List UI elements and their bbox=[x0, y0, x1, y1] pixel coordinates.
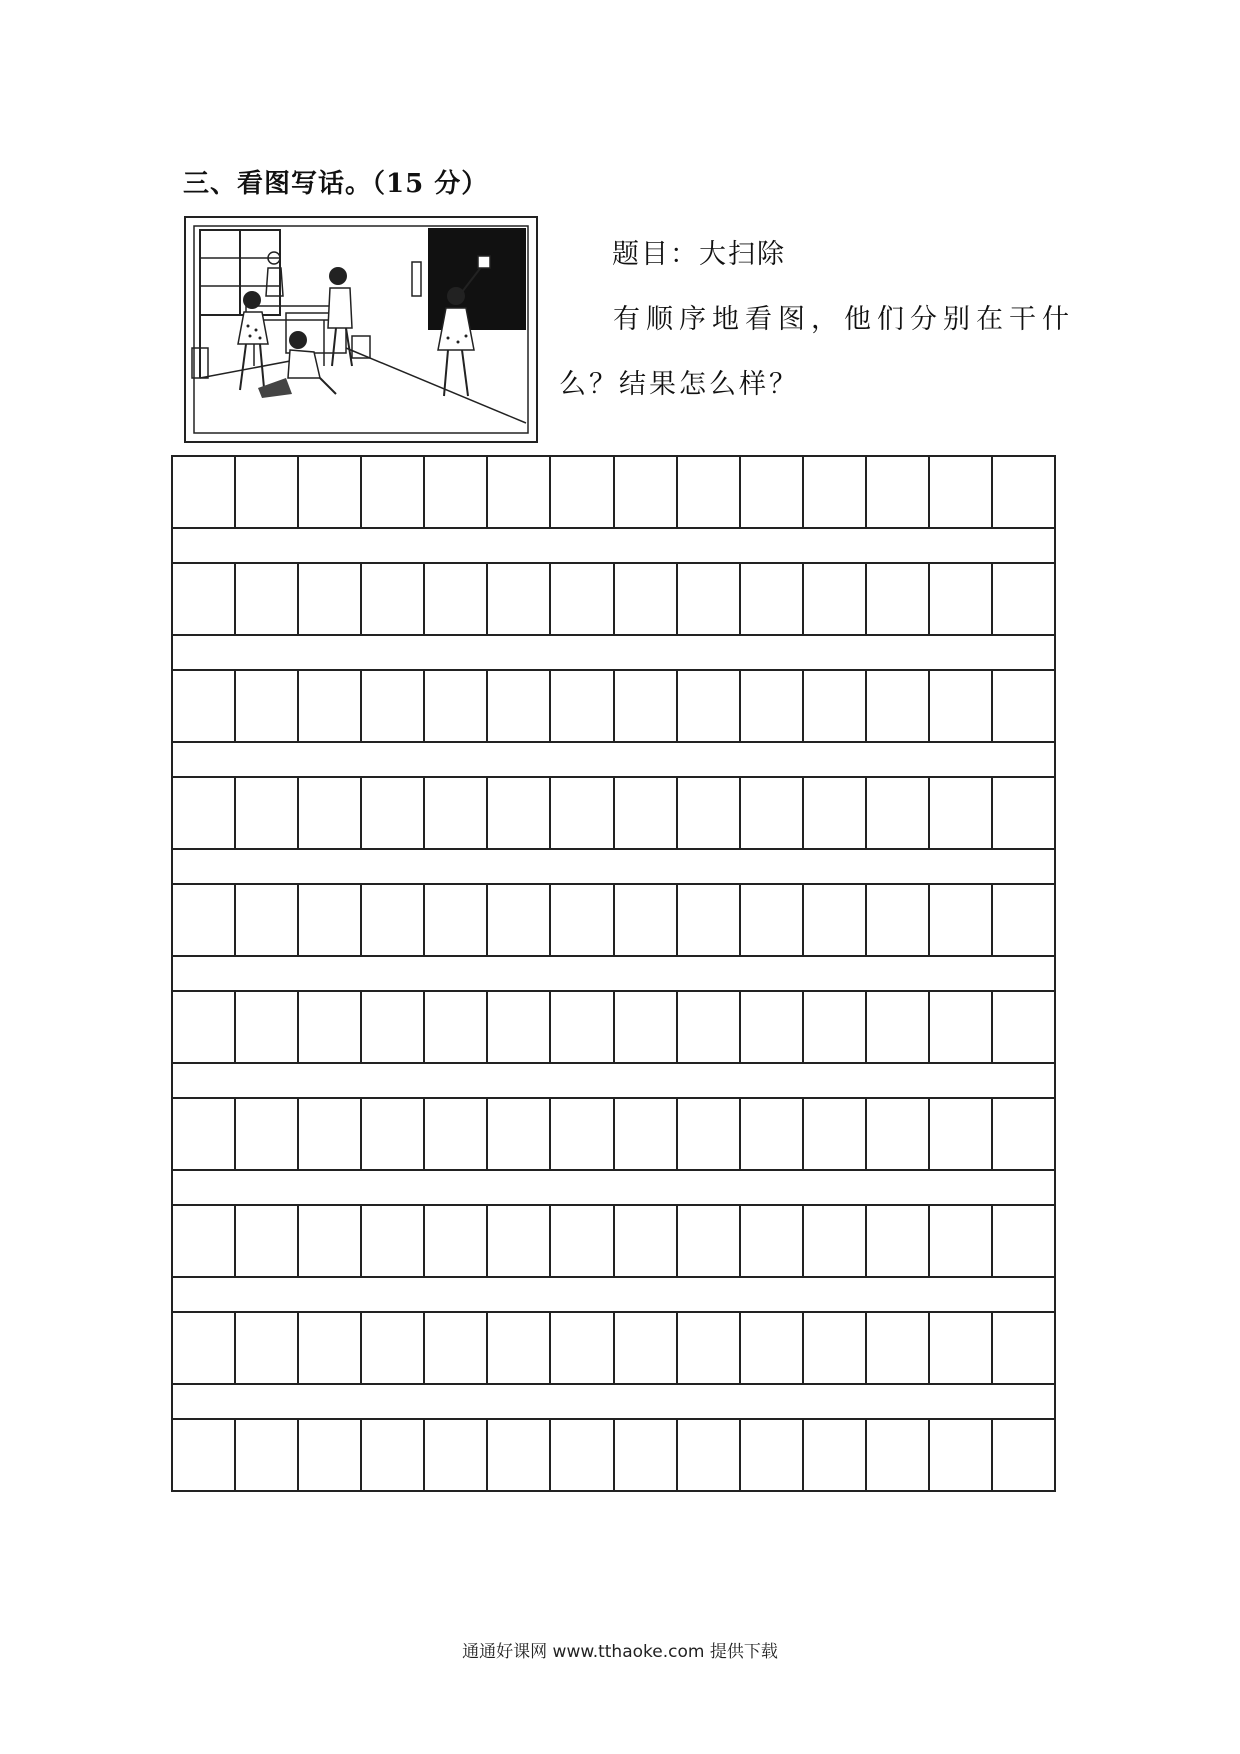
writing-square[interactable] bbox=[551, 457, 614, 527]
footer-credit: 通通好课网 www.tthaoke.com 提供下载 bbox=[462, 1642, 778, 1662]
writing-square[interactable] bbox=[678, 778, 741, 848]
writing-square[interactable] bbox=[362, 1099, 425, 1169]
writing-square[interactable] bbox=[425, 992, 488, 1062]
writing-square[interactable] bbox=[867, 1099, 930, 1169]
writing-square[interactable] bbox=[425, 1099, 488, 1169]
writing-square[interactable] bbox=[551, 778, 614, 848]
writing-square[interactable] bbox=[425, 457, 488, 527]
writing-square[interactable] bbox=[551, 564, 614, 634]
writing-square[interactable] bbox=[173, 1099, 236, 1169]
classroom-cleaning-illustration bbox=[184, 216, 538, 443]
row-spacer bbox=[171, 1064, 1056, 1097]
writing-square[interactable] bbox=[867, 992, 930, 1062]
row-spacer bbox=[171, 636, 1056, 669]
writing-square[interactable] bbox=[362, 992, 425, 1062]
writing-square[interactable] bbox=[930, 992, 993, 1062]
row-spacer bbox=[171, 957, 1056, 990]
writing-square[interactable] bbox=[804, 992, 867, 1062]
writing-square[interactable] bbox=[488, 564, 551, 634]
writing-square[interactable] bbox=[488, 1099, 551, 1169]
writing-square[interactable] bbox=[362, 1420, 425, 1490]
writing-square[interactable] bbox=[425, 885, 488, 955]
writing-square[interactable] bbox=[173, 778, 236, 848]
prompt-instruction-line-2: 么？结果怎么样？ bbox=[559, 369, 799, 400]
writing-square[interactable] bbox=[615, 457, 678, 527]
writing-square[interactable] bbox=[867, 457, 930, 527]
essay-title: 题目：大扫除 bbox=[612, 239, 786, 270]
writing-square[interactable] bbox=[362, 564, 425, 634]
writing-square[interactable] bbox=[425, 778, 488, 848]
grid-row bbox=[171, 1418, 1056, 1492]
writing-square[interactable] bbox=[299, 1099, 362, 1169]
writing-square[interactable] bbox=[488, 1420, 551, 1490]
writing-square[interactable] bbox=[425, 1313, 488, 1383]
writing-square[interactable] bbox=[362, 671, 425, 741]
writing-square[interactable] bbox=[173, 671, 236, 741]
grid-row bbox=[171, 1097, 1056, 1171]
writing-square[interactable] bbox=[741, 1313, 804, 1383]
writing-square[interactable] bbox=[299, 1420, 362, 1490]
row-spacer bbox=[171, 850, 1056, 883]
writing-square[interactable] bbox=[236, 457, 299, 527]
writing-square[interactable] bbox=[173, 564, 236, 634]
writing-square[interactable] bbox=[993, 457, 1056, 527]
writing-square[interactable] bbox=[551, 885, 614, 955]
writing-square[interactable] bbox=[741, 1420, 804, 1490]
writing-square[interactable] bbox=[615, 564, 678, 634]
writing-square[interactable] bbox=[425, 1420, 488, 1490]
writing-square[interactable] bbox=[867, 1206, 930, 1276]
prompt-instruction-line-1: 有顺序地看图，他们分别在干什 bbox=[613, 304, 1075, 335]
writing-square[interactable] bbox=[804, 671, 867, 741]
writing-square[interactable] bbox=[236, 1313, 299, 1383]
writing-square[interactable] bbox=[993, 671, 1056, 741]
grid-row bbox=[171, 1311, 1056, 1385]
writing-square[interactable] bbox=[678, 1420, 741, 1490]
writing-square[interactable] bbox=[804, 1313, 867, 1383]
illustration-drawing bbox=[186, 218, 536, 441]
writing-square[interactable] bbox=[867, 1420, 930, 1490]
writing-square[interactable] bbox=[236, 564, 299, 634]
row-spacer bbox=[171, 1278, 1056, 1311]
writing-square[interactable] bbox=[551, 671, 614, 741]
writing-square[interactable] bbox=[804, 1206, 867, 1276]
writing-square[interactable] bbox=[741, 885, 804, 955]
writing-square[interactable] bbox=[362, 778, 425, 848]
writing-square[interactable] bbox=[741, 992, 804, 1062]
writing-square[interactable] bbox=[804, 1420, 867, 1490]
writing-square[interactable] bbox=[678, 992, 741, 1062]
writing-square[interactable] bbox=[299, 457, 362, 527]
writing-grid bbox=[171, 455, 1056, 1492]
writing-square[interactable] bbox=[741, 671, 804, 741]
writing-square[interactable] bbox=[551, 1099, 614, 1169]
row-spacer bbox=[171, 743, 1056, 776]
writing-square[interactable] bbox=[488, 1313, 551, 1383]
writing-square[interactable] bbox=[993, 778, 1056, 848]
writing-square[interactable] bbox=[615, 992, 678, 1062]
grid-row bbox=[171, 883, 1056, 957]
writing-square[interactable] bbox=[930, 778, 993, 848]
writing-square[interactable] bbox=[551, 1206, 614, 1276]
writing-square[interactable] bbox=[993, 885, 1056, 955]
grid-row bbox=[171, 562, 1056, 636]
writing-square[interactable] bbox=[930, 564, 993, 634]
writing-square[interactable] bbox=[173, 1420, 236, 1490]
writing-square[interactable] bbox=[678, 671, 741, 741]
writing-square[interactable] bbox=[678, 1206, 741, 1276]
writing-square[interactable] bbox=[993, 1420, 1056, 1490]
writing-square[interactable] bbox=[804, 885, 867, 955]
writing-square[interactable] bbox=[993, 1099, 1056, 1169]
writing-square[interactable] bbox=[299, 778, 362, 848]
writing-square[interactable] bbox=[741, 1206, 804, 1276]
writing-square[interactable] bbox=[867, 1313, 930, 1383]
writing-square[interactable] bbox=[804, 564, 867, 634]
writing-square[interactable] bbox=[425, 671, 488, 741]
writing-square[interactable] bbox=[993, 564, 1056, 634]
writing-square[interactable] bbox=[173, 1313, 236, 1383]
writing-square[interactable] bbox=[930, 1099, 993, 1169]
writing-square[interactable] bbox=[488, 1206, 551, 1276]
section-heading: 三、看图写话。（15 分） bbox=[183, 169, 489, 199]
writing-square[interactable] bbox=[551, 1420, 614, 1490]
grid-row bbox=[171, 990, 1056, 1064]
writing-square[interactable] bbox=[236, 671, 299, 741]
writing-square[interactable] bbox=[615, 885, 678, 955]
writing-square[interactable] bbox=[236, 1099, 299, 1169]
writing-square[interactable] bbox=[993, 992, 1056, 1062]
writing-square[interactable] bbox=[804, 457, 867, 527]
writing-square[interactable] bbox=[425, 1206, 488, 1276]
writing-square[interactable] bbox=[930, 671, 993, 741]
row-spacer bbox=[171, 1385, 1056, 1418]
writing-square[interactable] bbox=[299, 1206, 362, 1276]
writing-square[interactable] bbox=[804, 778, 867, 848]
writing-square[interactable] bbox=[741, 1099, 804, 1169]
writing-square[interactable] bbox=[488, 992, 551, 1062]
writing-square[interactable] bbox=[804, 1099, 867, 1169]
writing-square[interactable] bbox=[488, 457, 551, 527]
writing-square[interactable] bbox=[993, 1313, 1056, 1383]
writing-square[interactable] bbox=[867, 778, 930, 848]
grid-row bbox=[171, 669, 1056, 743]
writing-square[interactable] bbox=[551, 1313, 614, 1383]
writing-square[interactable] bbox=[930, 1313, 993, 1383]
writing-square[interactable] bbox=[615, 1099, 678, 1169]
writing-square[interactable] bbox=[678, 1099, 741, 1169]
writing-square[interactable] bbox=[236, 1206, 299, 1276]
writing-square[interactable] bbox=[488, 778, 551, 848]
writing-square[interactable] bbox=[930, 1420, 993, 1490]
writing-square[interactable] bbox=[173, 992, 236, 1062]
writing-square[interactable] bbox=[299, 885, 362, 955]
grid-row bbox=[171, 1204, 1056, 1278]
writing-square[interactable] bbox=[615, 1313, 678, 1383]
writing-square[interactable] bbox=[173, 1206, 236, 1276]
writing-square[interactable] bbox=[678, 1313, 741, 1383]
writing-square[interactable] bbox=[299, 992, 362, 1062]
writing-square[interactable] bbox=[551, 992, 614, 1062]
writing-square[interactable] bbox=[741, 778, 804, 848]
writing-square[interactable] bbox=[867, 885, 930, 955]
grid-row bbox=[171, 455, 1056, 529]
writing-square[interactable] bbox=[236, 992, 299, 1062]
writing-square[interactable] bbox=[615, 778, 678, 848]
row-spacer bbox=[171, 1171, 1056, 1204]
row-spacer bbox=[171, 529, 1056, 562]
writing-square[interactable] bbox=[930, 457, 993, 527]
grid-row bbox=[171, 776, 1056, 850]
writing-square[interactable] bbox=[741, 457, 804, 527]
writing-square[interactable] bbox=[299, 671, 362, 741]
writing-square[interactable] bbox=[615, 1420, 678, 1490]
writing-square[interactable] bbox=[930, 1206, 993, 1276]
writing-square[interactable] bbox=[488, 671, 551, 741]
writing-square[interactable] bbox=[299, 1313, 362, 1383]
writing-square[interactable] bbox=[299, 564, 362, 634]
writing-square[interactable] bbox=[678, 885, 741, 955]
writing-square[interactable] bbox=[236, 778, 299, 848]
writing-square[interactable] bbox=[678, 457, 741, 527]
writing-square[interactable] bbox=[867, 564, 930, 634]
writing-square[interactable] bbox=[615, 1206, 678, 1276]
writing-square[interactable] bbox=[678, 564, 741, 634]
writing-square[interactable] bbox=[236, 885, 299, 955]
writing-square[interactable] bbox=[930, 885, 993, 955]
writing-square[interactable] bbox=[867, 671, 930, 741]
writing-square[interactable] bbox=[425, 564, 488, 634]
writing-square[interactable] bbox=[236, 1420, 299, 1490]
writing-square[interactable] bbox=[993, 1206, 1056, 1276]
writing-square[interactable] bbox=[362, 1206, 425, 1276]
writing-square[interactable] bbox=[173, 457, 236, 527]
writing-square[interactable] bbox=[488, 885, 551, 955]
writing-square[interactable] bbox=[615, 671, 678, 741]
writing-square[interactable] bbox=[741, 564, 804, 634]
writing-square[interactable] bbox=[173, 885, 236, 955]
writing-square[interactable] bbox=[362, 457, 425, 527]
writing-square[interactable] bbox=[362, 885, 425, 955]
writing-square[interactable] bbox=[362, 1313, 425, 1383]
